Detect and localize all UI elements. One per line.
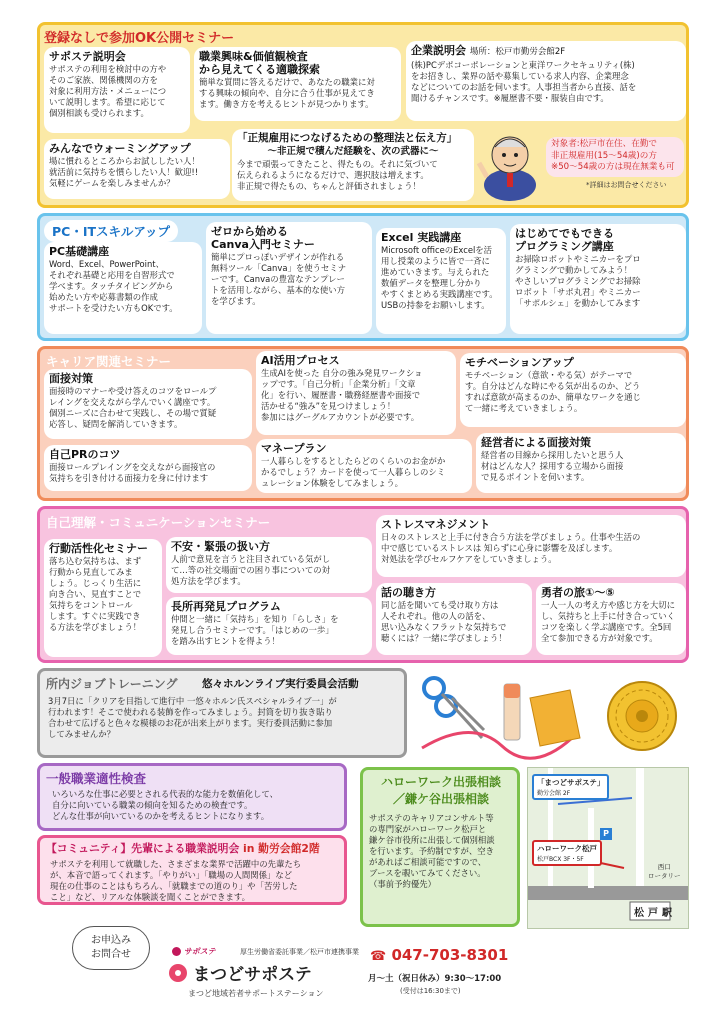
scissors-icon bbox=[424, 678, 484, 738]
card-title: 不安・緊張の扱い方 bbox=[171, 540, 270, 553]
anxiety-card[interactable] bbox=[166, 537, 372, 593]
logo-text: まつどサポステ bbox=[193, 965, 312, 985]
logo-flower-icon bbox=[168, 963, 188, 983]
job-training-subheader: 悠々ホルンライブ実行委員会活動 bbox=[202, 678, 359, 690]
motivation-card[interactable] bbox=[460, 353, 686, 427]
card-title: 長所再発見プログラム bbox=[171, 600, 281, 613]
job-training-header: 所内ジョブトレーニング bbox=[46, 677, 178, 691]
programming-card[interactable] bbox=[510, 224, 686, 334]
card-body: (株)PCデポコーポレーションと東洋ワークセキュリティ(株) をお招きし、業界の話や募集している求人内容、企業理念 などについてのお話を伺います。人事担当者から直接、話を 聞けるチャンスです。※履歴書不要・服装自由です。 bbox=[411, 60, 637, 103]
card-title: 行動活性化セミナー bbox=[49, 542, 148, 555]
card-body: 仲間と一緒に「気持ち」を知り「らしさ」を 発見し合うセミナーです。「はじめの一歩」 を踏み出すヒントを得よう！ bbox=[171, 614, 339, 646]
card-body: お掃除ロボットやミニカーをプロ グラミングで動かしてみよう！ やさしいプログラミングでお掃除 ロボット「サポ丸君」やミニカー 「サポルシェ」を動かしてみます bbox=[515, 254, 641, 308]
aptitude-body: いろいろな仕事に必要とされる代表的な能力を数値化して、 自分に向いている職業の傾向を知るための検査です。 どんな仕事が向いているのかを考えるヒントになります。 bbox=[52, 789, 278, 821]
card-body: 簡単な質問に答えるだけで、あなたの職業に対 する興味の傾向や、自分に合う仕事が見えてき ます。働き方を考えるヒントが見つかります。 bbox=[199, 77, 375, 109]
strength-card[interactable] bbox=[166, 597, 372, 655]
card-body: 今まで頑張ってきたこと、得たもの。それに気づいて 伝えられるようになるだけで、選択肢は増えます。 非正規で得たもの、ちゃんと評価されましょう！ bbox=[237, 159, 438, 191]
contact-bubble: お申込み お問合せ bbox=[72, 926, 150, 970]
open-seminar-section bbox=[37, 22, 689, 208]
stress-card[interactable] bbox=[376, 515, 686, 577]
card-title: PC基礎講座 bbox=[49, 245, 110, 258]
target-text: 対象者:松戸市在住、在勤で 非正規雇用(15～54歳)の方 ※50～54歳の方は現在無業も可 bbox=[551, 139, 675, 172]
target-card bbox=[546, 137, 684, 177]
card-body: 日々のストレスと上手に付き合う方法を学びましょう。仕事や生活の 中で感じているストレスは 知らずに心身に影響を及ぼします。 対処法を学びセルフケアをしていきましょう。 bbox=[381, 532, 641, 564]
card-body: 簡単にプロっぽいデザインが作れる 無料ツール「Canva」を使うセミナ ーです。Canvaの豊富なテンプレー トを活用しながら、基本的な使い方 を学びます。 bbox=[211, 252, 347, 306]
card-body: 面接時のマナーや受け答えのコツをロールプ レイングを交えながら学んでいく講座です。 個別ニーズに合わせて実践し、その場で質疑 応答し、疑問を解消していきます。 bbox=[49, 386, 217, 429]
ai-card[interactable] bbox=[256, 351, 456, 435]
hours-text: 月～土（祝日休み）9:30～17:00 bbox=[368, 974, 502, 984]
job-training-section bbox=[37, 668, 407, 758]
card-body: 場に慣れるところからお試ししたい人！ 就活前に気持ちを慣らしたい人！歓迎!! 気軽にゲームを楽しみませんか？ bbox=[49, 156, 200, 188]
card-body: 一人暮らしをするとしたらどのくらいのお金がか かるでしょう？カードを使って一人暮らしのシミ ュレーション体験をしてみましょう。 bbox=[261, 456, 446, 488]
pc-skill-header: PC・ITスキルアップ bbox=[44, 220, 178, 242]
craft-illustration bbox=[412, 668, 712, 760]
pc-basic-card[interactable] bbox=[44, 242, 202, 334]
mascot-illustration bbox=[477, 127, 543, 201]
card-subtitle: ～非正規で積んだ経験を、次の武器に～ bbox=[267, 146, 439, 157]
community-body: サポステを利用して就職した、さまざまな業界で活躍中の先輩たち が、本音で語ってくれます。「やりがい」「職場の人間関係」など 現在の仕事のことはもちろん、「就職までの道のり」や「苦労した こと」など、リアルな体験談を聞くことができます。 bbox=[50, 859, 302, 902]
ministry-text: 厚生労働省委託事業／松戸市連携事業 bbox=[240, 948, 359, 956]
career-header: キャリア関連セミナー bbox=[46, 354, 172, 369]
glue-stick-icon bbox=[504, 684, 520, 740]
self-pr-card[interactable] bbox=[44, 445, 252, 491]
small-logo: サポステ bbox=[172, 946, 216, 957]
card-body: モチベーション（意欲・やる気）がテーマで す。自分はどんな時にやる気が出るのか、どう すれば意欲が高まるのか、簡単なワークを通じ て一緒に考えていきましょう。 bbox=[465, 370, 641, 413]
career-section bbox=[37, 346, 689, 501]
open-seminar-header: 登録なしで参加OK公開セミナー bbox=[44, 31, 235, 46]
activation-card[interactable] bbox=[44, 539, 162, 657]
card-title: Excel 実践講座 bbox=[381, 231, 462, 244]
aptitude-header: 一般職業適性検査 bbox=[46, 771, 147, 786]
card-title: 経営者による面接対策 bbox=[481, 436, 591, 449]
card-body: Microsoft officeのExcelを活 用し授業のように皆で一斉に 進めていきます。与えられた 数値データを整理し分かり やすくまとめる実践講座です。 USBの持参をお願いします。 bbox=[381, 245, 498, 310]
company-briefing-card[interactable] bbox=[406, 41, 686, 121]
regular-employment-card[interactable] bbox=[232, 129, 474, 201]
card-title: 「正規雇用につなげるための整理法と伝え方」 bbox=[237, 132, 458, 144]
card-body: 面接ロールプレイングを交えながら面接官の 気持ちを引き付ける面接力を身に付けます bbox=[49, 462, 216, 483]
access-map bbox=[527, 767, 689, 929]
envelope-icon bbox=[530, 690, 580, 746]
job-training-body: 3月7日に「クリアを目指して進行中 一悠々ホルン氏スペシャルライブ一」が 行われます！そこで使われる装飾を作ってみましょう。封筒を切り抜き貼り 合わせて広げると色々な模様のお花が出来上がります。実行委員活動に参加 してみませんか？ bbox=[48, 696, 337, 739]
self-understanding-section bbox=[37, 506, 689, 663]
interest-test-card[interactable] bbox=[194, 47, 401, 121]
interview-card[interactable] bbox=[44, 369, 252, 439]
saposute-briefing-card[interactable] bbox=[44, 47, 190, 133]
card-title: 勇者の旅①～⑤ bbox=[541, 586, 615, 599]
card-body: 経営者の目線から採用したいと思う人 材はどんな人？採用する立場から面接 で見るポイントを伺います。 bbox=[481, 450, 624, 482]
card-body: サポステの利用を検討中の方や そのご家族、関係機関の方を 対象に利用方法・メニューにつ いて説明します。希望に応じて 個別相談も受けられます。 bbox=[49, 64, 167, 118]
excel-card[interactable] bbox=[376, 228, 506, 334]
card-title: サポステ説明会 bbox=[49, 50, 126, 63]
card-title: 自己PRのコツ bbox=[49, 448, 121, 461]
card-body: 同じ話を聞いても受け取り方は 人それぞれ。他の人の話を、 思い込みなくフラットな気持ちで 聴くには？一緒に学びましょう！ bbox=[381, 600, 507, 643]
parking-icon: P bbox=[600, 828, 612, 840]
card-title: みんなでウォーミングアップ bbox=[49, 142, 191, 155]
pc-skill-section bbox=[37, 213, 689, 341]
target-note: *詳細はお問合せください bbox=[586, 181, 667, 189]
main-logo bbox=[168, 960, 312, 985]
card-title: 話の聴き方 bbox=[381, 586, 436, 599]
card-title: はじめてでもできる プログラミング講座 bbox=[515, 227, 614, 253]
card-body: 落ち込む気持ちは、まず 行動から見直してみま しょう。じっくり生活に 向き合い、見直すことで 気持ちをコントロール します。すぐに実践でき る方法を学びましょう！ bbox=[49, 556, 142, 632]
self-header: 自己理解・コミュニケーションセミナー bbox=[46, 515, 271, 530]
map-station-label: 松戸駅 bbox=[634, 908, 676, 919]
manager-interview-card[interactable] bbox=[476, 433, 686, 493]
aptitude-section bbox=[37, 763, 347, 831]
card-title: 企業説明会 bbox=[411, 44, 466, 57]
card-body: 人前で意見を言うと注目されている気がし て…等の社交場面での困り事についての対 処方法を学びます。 bbox=[171, 554, 331, 586]
hours-note: (受付は16:30まで) bbox=[400, 987, 461, 995]
card-body: 一人一人の考え方や感じ方を大切に し、気持ちと上手に付き合っていく コツを楽しく学ぶ講座です。全5回 全て参加できる方が対象です。 bbox=[541, 600, 675, 643]
community-section bbox=[37, 835, 347, 905]
card-body: Word、Excel、PowerPoint、 それぞれ基礎と応用を自習形式で 学べます。タッチタイピングから 始めたい方や応募書類の作成 サポートを受けたい方もOKです。 bbox=[49, 259, 178, 313]
paper-flower-icon bbox=[608, 682, 676, 750]
community-place: in 勤労会館2階 bbox=[243, 842, 320, 855]
card-title: マネープラン bbox=[261, 442, 327, 455]
hellowork-section bbox=[360, 767, 520, 927]
hellowork-header: ハローワーク出張相談 ／鎌ケ谷出張相談 bbox=[380, 775, 501, 806]
phone-icon: ☎ bbox=[370, 949, 387, 964]
hero-journey-card[interactable] bbox=[536, 583, 686, 655]
canva-card[interactable] bbox=[206, 222, 372, 334]
card-body: 生成AIを使った 自分の強み発見ワークショ ップです。「自己分析」「企業分析」「文章 化」を行い、履歴書・職務経歴書や面接で 活かせる“強み”を見つけましょう！ 参加にはグーグルアカウントが必要です。 bbox=[261, 368, 423, 422]
hellowork-body: サポステのキャリアコンサルト等 の専門家がハローワーク松戸と 鎌ケ谷市役所に出張して個別相談 を行います。予約制ですが、空き があればご相談可能ですので、 ブースを覗いてみてください。 （事前予約優先） bbox=[369, 813, 495, 889]
card-title: 面接対策 bbox=[49, 372, 93, 385]
warmup-card[interactable] bbox=[44, 139, 230, 199]
community-header: 【コミュニティ】先輩による職業説明会 bbox=[46, 842, 240, 855]
card-title: ストレスマネジメント bbox=[381, 518, 491, 531]
card-title: AI活用プロセス bbox=[261, 354, 340, 367]
card-title: モチベーションアップ bbox=[465, 356, 574, 369]
org-subtitle: まつど地域若者サポートステーション bbox=[188, 989, 324, 998]
card-title: ゼロから始める Canva入門セミナー bbox=[211, 225, 315, 251]
map-saposute-label: 「まつどサポステ」 勤労会館 2F bbox=[532, 774, 609, 800]
card-title: 職業興味&価値観検査 から見えてくる適職探索 bbox=[199, 50, 320, 76]
small-logo-icon bbox=[172, 947, 181, 956]
map-hellowork-label: ハローワーク松戸 松戸BCX 3F・5F bbox=[532, 840, 602, 866]
money-plan-card[interactable] bbox=[256, 439, 472, 493]
card-place: 場所：松戸市勤労会館2F bbox=[469, 47, 566, 57]
listening-card[interactable] bbox=[376, 583, 532, 655]
map-exit-label: 西口 ロータリー bbox=[648, 863, 681, 880]
phone-number[interactable]: ☎ 047-703-8301 bbox=[370, 946, 509, 964]
